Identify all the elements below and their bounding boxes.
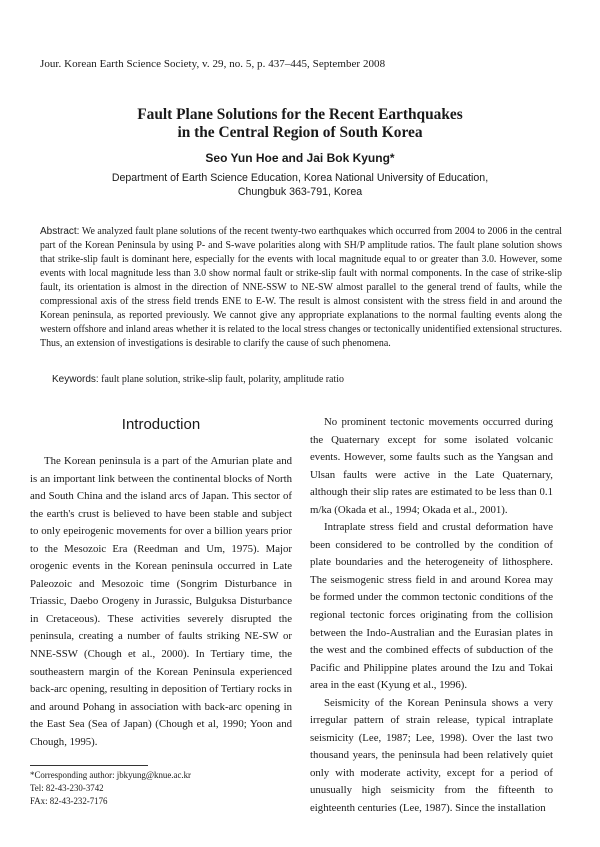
keywords-text: fault plane solution, strike-slip fault, polarity, amplitude ratio: [101, 374, 344, 385]
body-paragraph: Seismicity of the Korean Peninsula shows a very irregular pattern of strain release, typical intraplate seismicity (Lee, 1987; Lee, 1998). Over the last two thousand years, the peninsula had been relatively quiet only with moderate activity, except for a period of unusually high seismicity from the fifteenth to eighteenth centuries (Lee, 1987). Since the installation: [310, 696, 553, 815]
footnote-divider: [30, 765, 148, 766]
section-heading-introduction: Introduction: [121, 416, 201, 433]
body-paragraph: Intraplate stress field and crustal deformation have been considered to be controlled by the condition of plate boundaries and the heterogeneity of lithosphere. The seismogenic stress field in and around Korea may be formed under the common tectonic conditions of the regional tectonic forces originating from the collision between the Indo-Australian and the Eurasian plates in the west and the combined effects of subduction of the Pacific and Philippine plates around the Izu and Tokai area in the east (Kyung et al., 1996).: [310, 521, 553, 692]
affiliation-line-1: Department of Earth Science Education, Korea National University of Education,: [111, 172, 489, 184]
footnote-corresponding-author: *Corresponding author: jbkyung@knue.ac.kr: [30, 770, 191, 780]
footnote-telephone: Tel: 82-43-230-3742: [30, 783, 104, 793]
author-list: Seo Yun Hoe and Jai Bok Kyung*: [205, 151, 395, 165]
affiliation-line-2: Chungbuk 363-791, Korea: [237, 186, 363, 198]
body-paragraph: The Korean peninsula is a part of the Amurian plate and is an important link between the continental blocks of North and South China and the island arcs of Japan. This sector of the earth's crust is believed to have been stable and subject to only epeirogenic movements for over a billion years prior to the Mesozoic Era (Reedman and Um, 1975). Major orogenic events in the Korean peninsula occurred in Late Paleozoic and Mesozoic time (Songrim Disturbance in Triassic, Daebo Orogeny in Jurassic, Bulguksa Disturbance in Cretaceous). These activities severely disrupted the peninsula, creating a number of faults striking NE-SW or NNE-SSW (Chough et al., 2000). In Tertiary time, the southeastern margin of the Korean Peninsula experienced back-arc opening, resulting in deposition of Tertiary rocks in and around Pohang in association with back-arc opening in the East Sea (Sea of Japan) (Chough et al, 1990; Yoon and Chough, 1995).: [30, 455, 292, 748]
paper-title-line-1: Fault Plane Solutions for the Recent Earthquakes: [137, 106, 463, 123]
footnote-fax: FAx: 82-43-232-7176: [30, 796, 108, 806]
keywords: [52, 373, 572, 387]
abstract-text: We analyzed fault plane solutions of the recent twenty-two earthquakes which occurred from 2004 to 2006 in the central part of the Korean Peninsula by using P- and S-wave polarities along with SH/P amplitude ratios. The fault plane solution shows that strike-slip fault is dominant here, especially for the events with local magnitude equal to or greater than 3.0. However, some events with local magnitude less than 3.0 show normal fault or strike-slip fault with normal components. In the case of strike-slip fault, its orientation is almost in the direction of NNE-SSW to NE-SW almost parallel to the general trend of faults, while the compressional axis of the stress field trends ENE to E-W. The result is almost consistent with the stress field in and around the Korean peninsula, as reported previously. We cannot give any appropriate explanations to the normal faulting events along the western offshore and inland areas whether it is related to the local stress changes or tectonically unidentified extensional structures. Thus, an extension of investigations is desirable to clarify the cause of such phenomena.: [40, 226, 563, 350]
abstract-label: Abstract:: [40, 226, 80, 237]
keywords-label: Keywords:: [52, 374, 99, 385]
abstract: [40, 225, 562, 351]
right-column: [310, 414, 553, 818]
body-paragraph: No prominent tectonic movements occurred during the Quaternary except for some isolated volcanic events. However, some faults such as the Yangsan and Ulsan faults were active in the Late Quaternary, although their slip rates are estimated to be less than 0.1 m/ka (Okada et al., 1994; Okada et al., 2001).: [310, 416, 553, 516]
left-column: [30, 416, 292, 751]
affiliation: [60, 171, 540, 199]
paper-title: [0, 106, 600, 142]
paper-title-line-2: in the Central Region of South Korea: [177, 124, 423, 141]
footnotes: [30, 769, 292, 808]
journal-reference: Jour. Korean Earth Science Society, v. 29, no. 5, p. 437–445, September 2008: [40, 58, 386, 70]
